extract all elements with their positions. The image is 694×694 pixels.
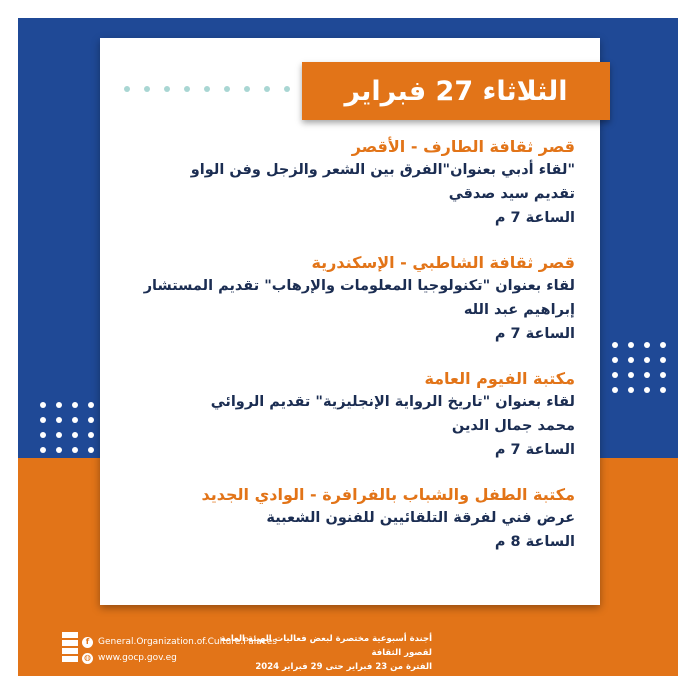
event-line: "لقاء أدبي بعنوان"الفرق بين الشعر والزجل وفن الواو xyxy=(190,162,575,178)
decorative-dot-grid-left xyxy=(40,402,94,453)
decorative-dot-grid-right xyxy=(612,342,666,393)
event-line: لقاء بعنوان "تكنولوجيا المعلومات والإرهاب" تقديم المستشار xyxy=(143,278,575,294)
event-venue: قصر ثقافة الطارف - الأقصر xyxy=(351,137,575,156)
website-url: www.gocp.gov.eg xyxy=(98,653,177,663)
agenda-description: أجندة أسبوعية مختصرة لبعض فعاليات الهيئة العامة لقصور الثقافة xyxy=(220,634,432,658)
footer-agenda xyxy=(192,632,432,674)
event-time: الساعة 8 م xyxy=(494,534,575,550)
event-line: محمد جمال الدين xyxy=(451,418,575,434)
event-item xyxy=(110,136,575,230)
facebook-handle: General.Organization.of.Culture.Palaces xyxy=(98,637,277,647)
title-banner xyxy=(302,62,610,120)
event-time: الساعة 7 م xyxy=(494,326,575,342)
event-item xyxy=(110,368,575,462)
event-time: الساعة 7 م xyxy=(494,210,575,226)
event-venue: مكتبة الطفل والشباب بالفرافرة - الوادي الجديد xyxy=(201,485,575,504)
event-item xyxy=(110,252,575,346)
page-title: الثلاثاء 27 فبراير xyxy=(344,75,568,107)
event-line: لقاء بعنوان "تاريخ الرواية الإنجليزية" تقديم الروائي xyxy=(210,394,575,410)
facebook-icon: f xyxy=(82,637,93,648)
event-line: عرض فني لفرقة التلقائيين للفنون الشعبية xyxy=(266,510,575,526)
decorative-dots-row xyxy=(124,86,330,92)
globe-icon: ◍ xyxy=(82,653,93,664)
agenda-period: الفترة من 23 فبراير حتى 29 فبراير 2024 xyxy=(255,662,432,672)
event-item xyxy=(110,484,575,554)
organization-logo xyxy=(62,632,78,664)
event-time: الساعة 7 م xyxy=(494,442,575,458)
event-venue: قصر ثقافة الشاطبي - الإسكندرية xyxy=(311,253,575,272)
event-venue: مكتبة الفيوم العامة xyxy=(424,369,575,388)
event-line: تقديم سيد صدقي xyxy=(448,186,575,202)
event-line: إبراهيم عبد الله xyxy=(463,302,575,318)
events-list xyxy=(110,136,575,576)
